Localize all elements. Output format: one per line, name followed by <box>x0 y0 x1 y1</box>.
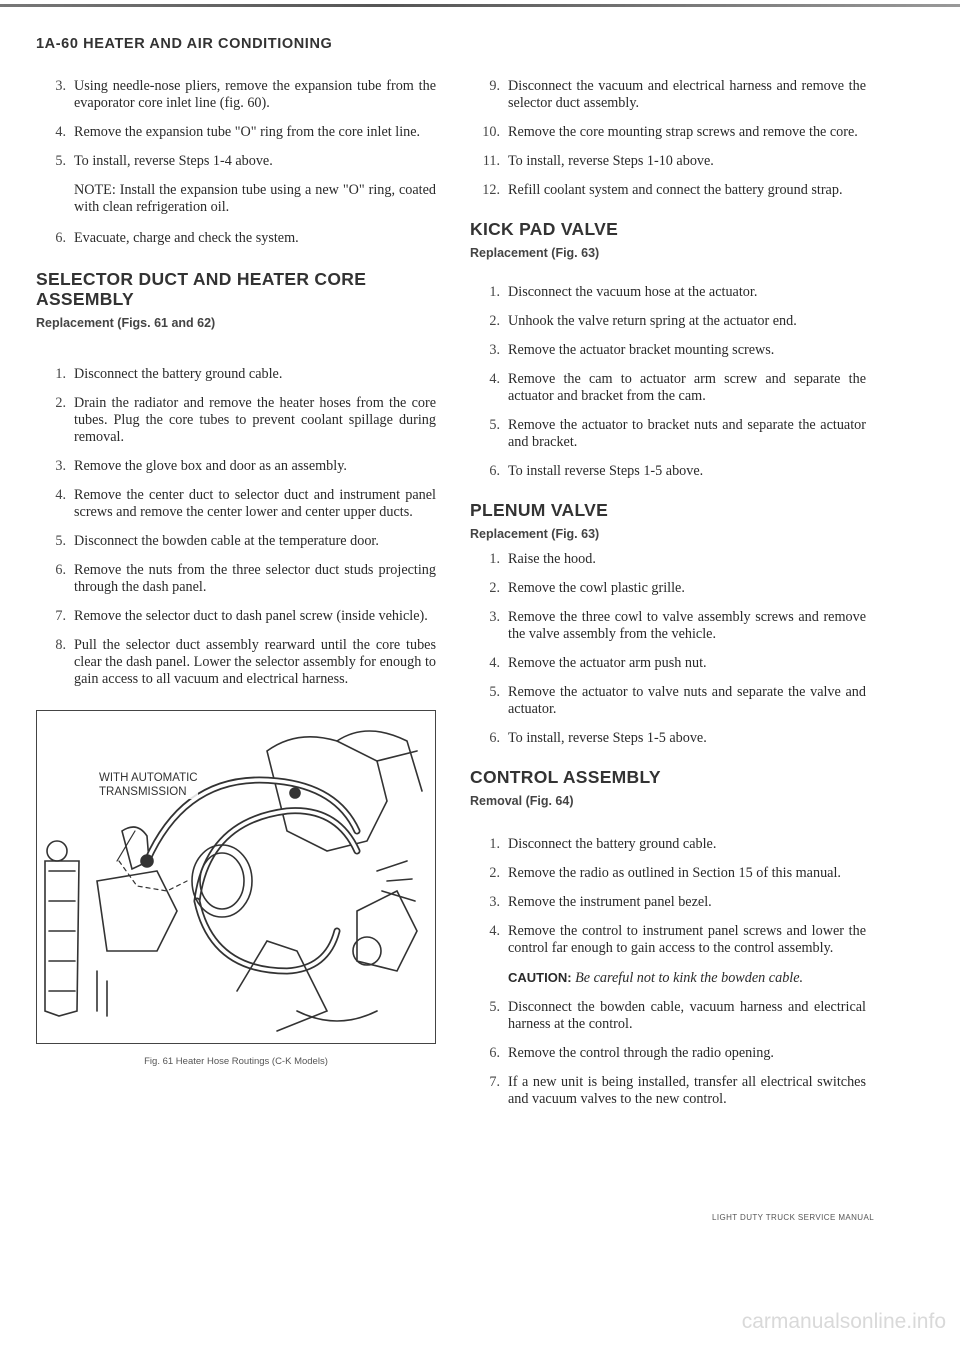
list-item: 6. To install reverse Steps 1-5 above. <box>489 463 704 479</box>
list-item: 5. Disconnect the bowden cable, vacuum harness and electrical harness at the control. <box>489 999 866 1032</box>
figure-caption: Fig. 61 Heater Hose Routings (C-K Models) <box>144 1056 328 1067</box>
steps-selector-duct <box>36 366 436 688</box>
steps-left-b <box>36 230 436 247</box>
list-item: 5. Remove the actuator to bracket nuts and separate the actuator and bracket. <box>489 417 866 450</box>
list-item: 2. Remove the radio as outlined in Section 15 of this manual. <box>489 865 841 881</box>
list-item: 4. Remove the cam to actuator arm screw and separate the actuator and bracket from the cam. <box>489 371 866 404</box>
list-item: 4. Remove the actuator arm push nut. <box>489 655 707 671</box>
list-item: 4. Remove the expansion tube "O" ring from the core inlet line. <box>55 124 421 140</box>
figure-heater-hose-routings <box>36 710 436 1044</box>
list-item: 3. Remove the three cowl to valve assembly screws and remove the valve assembly from the vehicle. <box>489 609 866 642</box>
steps-kick-pad-valve <box>470 284 866 480</box>
list-item: 5. Remove the actuator to valve nuts and separate the valve and actuator. <box>489 684 866 717</box>
list-item: 2. Unhook the valve return spring at the actuator end. <box>489 313 797 329</box>
steps-right-a <box>470 78 866 199</box>
note: NOTE: Install the expansion tube using a new "O" ring, coated with clean refrigeration oil. <box>74 182 436 215</box>
list-item: 3. Remove the actuator bracket mounting screws. <box>489 342 775 358</box>
steps-control-assembly-b <box>470 999 866 1108</box>
steps-plenum-valve <box>470 551 866 747</box>
section-subtitle-control-assembly: Removal (Fig. 64) <box>470 794 574 808</box>
watermark: carmanualsonline.info <box>741 1310 946 1333</box>
list-item: 6. Remove the control through the radio opening. <box>489 1045 774 1061</box>
list-item: 1. Disconnect the battery ground cable. <box>489 836 717 852</box>
list-item: 5. To install, reverse Steps 1-4 above. <box>55 153 273 169</box>
list-item: 1. Disconnect the battery ground cable. <box>55 366 283 382</box>
list-item: 12. Refill coolant system and connect the battery ground strap. <box>482 182 843 198</box>
page-header: 1A-60 HEATER AND AIR CONDITIONING <box>36 36 333 52</box>
left-column <box>36 78 436 1070</box>
section-subtitle-plenum-valve: Replacement (Fig. 63) <box>470 527 600 541</box>
page-footer: LIGHT DUTY TRUCK SERVICE MANUAL <box>712 1213 875 1222</box>
section-subtitle-selector-duct: Replacement (Figs. 61 and 62) <box>36 316 216 330</box>
list-item: 3. Using needle-nose pliers, remove the expansion tube from the evaporator core inlet line (fig. 60). <box>55 78 436 111</box>
list-item: 1. Raise the hood. <box>489 551 596 567</box>
heater-hose-illustration <box>37 711 434 1042</box>
caution-note: CAUTION: Be careful not to kink the bowden cable. <box>508 970 804 986</box>
list-item: 1. Disconnect the vacuum hose at the actuator. <box>489 284 758 300</box>
figure-label: WITH AUTOMATIC TRANSMISSION <box>99 772 198 798</box>
section-title-kick-pad-valve: KICK PAD VALVE <box>470 219 619 239</box>
list-item: 4. Remove the center duct to selector duct and instrument panel screws and remove the center lower and center upper ducts. <box>55 487 436 520</box>
right-column <box>470 78 866 1120</box>
list-item: 3. Remove the instrument panel bezel. <box>489 894 712 910</box>
steps-control-assembly-a <box>470 836 866 957</box>
list-item: 6. To install, reverse Steps 1-5 above. <box>489 730 707 746</box>
list-item: 10. Remove the core mounting strap screws and remove the core. <box>482 124 858 140</box>
section-subtitle-kick-pad-valve: Replacement (Fig. 63) <box>470 246 600 260</box>
steps-left-a <box>36 78 436 170</box>
list-item: 6. Evacuate, charge and check the system. <box>55 230 299 246</box>
section-title-plenum-valve: PLENUM VALVE <box>470 500 609 520</box>
list-item: 6. Remove the nuts from the three selector duct studs projecting through the dash panel. <box>55 562 436 595</box>
list-item: 9. Disconnect the vacuum and electrical harness and remove the selector duct assembly. <box>489 78 866 111</box>
list-item: 11. To install, reverse Steps 1-10 above. <box>482 153 714 169</box>
list-item: 2. Remove the cowl plastic grille. <box>489 580 685 596</box>
list-item: 8. Pull the selector duct assembly rearward until the core tubes clear the dash panel. Lower the selector assembly for enough to gain access to all vacuum and electrical harness. <box>55 637 436 687</box>
list-item: 7. If a new unit is being installed, transfer all electrical switches and vacuum valves to the new control. <box>489 1074 866 1107</box>
list-item: 5. Disconnect the bowden cable at the temperature door. <box>55 533 379 549</box>
top-rule <box>0 4 960 7</box>
section-title-selector-duct: SELECTOR DUCT AND HEATER CORE ASSEMBLY <box>36 269 367 309</box>
list-item: 7. Remove the selector duct to dash panel screw (inside vehicle). <box>55 608 428 624</box>
section-title-control-assembly: CONTROL ASSEMBLY <box>470 767 661 787</box>
list-item: 4. Remove the control to instrument panel screws and lower the control far enough to gain access to the control assembly. <box>489 923 866 956</box>
list-item: 2. Drain the radiator and remove the heater hoses from the core tubes. Plug the core tubes to prevent coolant spillage during removal. <box>55 395 436 445</box>
list-item: 3. Remove the glove box and door as an assembly. <box>55 458 347 474</box>
